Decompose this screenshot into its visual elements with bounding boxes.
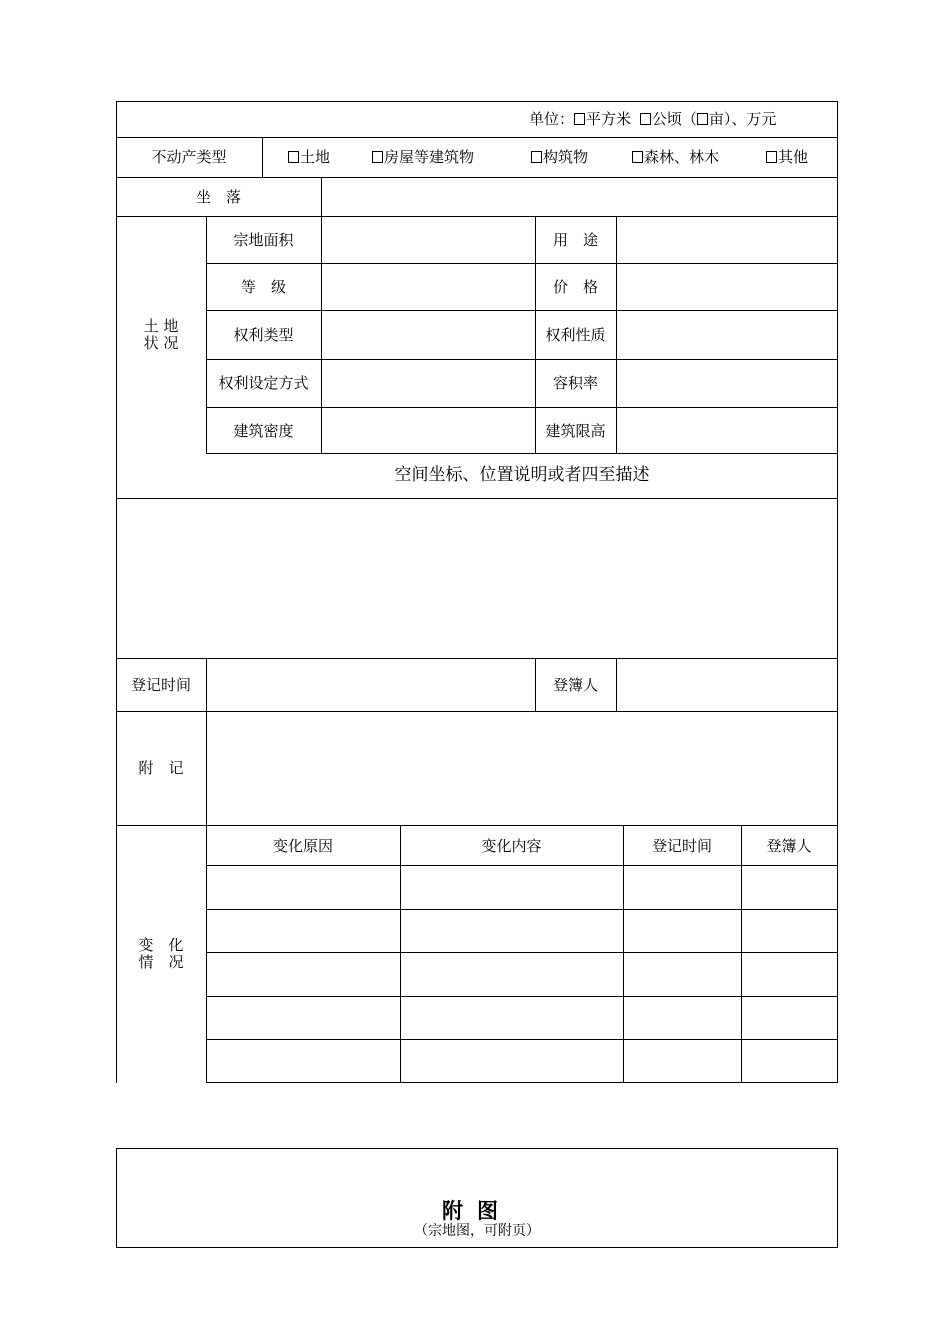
plot-ratio-label: 容积率 [552,374,598,392]
structure-label: 构筑物 [543,148,589,166]
other-checkbox[interactable] [766,151,777,163]
unit-sqm-label: 平方米 [586,110,632,128]
change-row[interactable] [207,953,837,996]
registration-time-label: 登记时间 [130,676,191,694]
right-type-label: 权利类型 [233,326,294,344]
change-status-label-line2: 情 况 [138,953,184,971]
property-type-other[interactable] [766,148,808,166]
building-density-field[interactable] [322,408,535,453]
parcel-area-field[interactable] [322,217,535,263]
change-time-header: 登记时间 [651,837,712,855]
property-type-label: 不动产类型 [151,148,227,166]
building-label: 房屋等建筑物 [384,148,475,166]
forest-checkbox[interactable] [632,151,643,163]
attachment-title: 附图 [442,1198,512,1223]
height-limit-label: 建筑限高 [545,422,606,440]
forest-label: 森林、林木 [644,148,720,166]
right-type-field[interactable] [322,311,535,359]
building-checkbox[interactable] [372,151,383,163]
grade-field[interactable] [322,264,535,310]
unit-hectare-checkbox[interactable] [640,113,651,125]
property-type-forest[interactable] [632,148,719,166]
building-density-label: 建筑密度 [233,422,294,440]
price-label: 价 格 [552,278,598,296]
unit-mu-label: 亩）、万元 [708,110,777,128]
structure-checkbox[interactable] [531,151,542,163]
unit-hectare-label: 公顷（ [651,110,697,128]
unit-mu-checkbox[interactable] [697,113,708,125]
right-nature-field[interactable] [617,311,837,359]
change-status-label [116,937,206,971]
price-field[interactable] [617,264,837,310]
right-setup-method-field[interactable] [322,360,535,407]
right-setup-method-label: 权利设定方式 [218,374,309,392]
grade-label: 等 级 [240,278,286,296]
unit-label: 单位： [529,110,575,128]
attachment-box [116,1148,838,1248]
land-label: 土地 [300,148,331,166]
other-label: 其他 [778,148,809,166]
unit-row [529,110,776,128]
note-label: 附 记 [138,759,184,777]
registrar-label: 登簿人 [552,676,598,694]
parcel-area-label: 宗地面积 [233,231,294,249]
change-row[interactable] [207,910,837,952]
unit-sqm-checkbox[interactable] [574,113,585,125]
plot-ratio-field[interactable] [617,360,837,407]
spatial-description-label: 空间坐标、位置说明或者四至描述 [394,465,650,485]
right-nature-label: 权利性质 [545,326,606,344]
land-status-label-line2: 状 况 [143,334,179,352]
land-checkbox[interactable] [288,151,299,163]
location-field[interactable] [322,178,837,216]
attachment-subtitle: （宗地图，可附页） [414,1223,540,1239]
note-field[interactable] [207,712,837,825]
property-type-land[interactable] [288,148,330,166]
height-limit-field[interactable] [617,408,837,453]
change-row[interactable] [207,1040,837,1082]
registration-time-field[interactable] [207,659,535,711]
change-row[interactable] [207,997,837,1039]
land-status-label [116,318,206,352]
property-type-structure[interactable] [531,148,588,166]
spatial-description-field[interactable] [117,499,837,658]
land-status-label-line1: 土 地 [143,317,179,335]
change-reason-header: 变化原因 [272,837,333,855]
registrar-field[interactable] [617,659,837,711]
location-label: 坐 落 [195,188,241,206]
property-type-building[interactable] [372,148,474,166]
change-content-header: 变化内容 [481,837,542,855]
land-use-field[interactable] [617,217,837,263]
change-status-label-line1: 变 化 [138,936,184,954]
land-use-label: 用 途 [552,231,598,249]
change-registrar-header: 登簿人 [766,837,812,855]
change-row[interactable] [207,866,837,909]
